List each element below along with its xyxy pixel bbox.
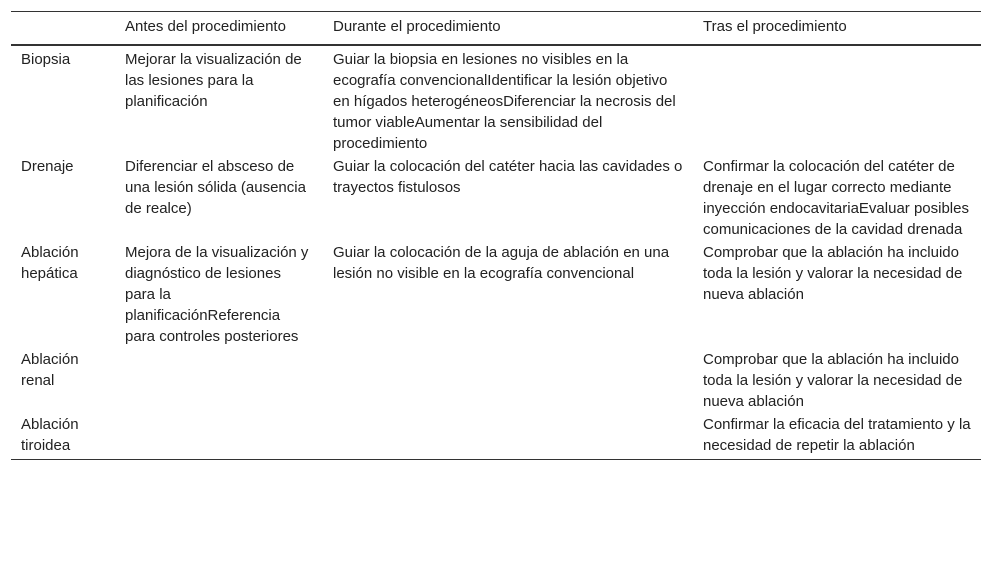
cell-after: Comprobar que la ablación ha incluido toda la lesión y valorar la necesidad de nueva ablación xyxy=(703,244,963,303)
table-row-ablacion-renal xyxy=(11,347,981,412)
cell-during xyxy=(323,347,693,412)
cell-before: Diferenciar el absceso de una lesión sólida (ausencia de realce) xyxy=(125,158,306,217)
table-row-drenaje xyxy=(11,154,981,240)
table-body xyxy=(11,45,981,460)
cell-after xyxy=(693,45,981,154)
cell-before: Mejorar la visualización de las lesiones para la planificación xyxy=(125,51,302,110)
cell-after: Comprobar que la ablación ha incluido toda la lesión y valorar la necesidad de nueva ablación xyxy=(703,351,963,410)
procedures-table-container xyxy=(11,11,981,460)
cell-procedure: Ablación tiroidea xyxy=(21,416,79,454)
cell-after: Confirmar la eficacia del tratamiento y la necesidad de repetir la ablación xyxy=(703,416,971,454)
table-header xyxy=(11,12,981,46)
cell-after: Confirmar la colocación del catéter de drenaje en el lugar correcto mediante inyección endocavitariaEvaluar posibles comunicaciones de la cavidad drenada xyxy=(703,158,969,238)
cell-before xyxy=(115,347,323,412)
header-before: Antes del procedimiento xyxy=(125,18,286,35)
cell-during xyxy=(323,412,693,460)
header-row xyxy=(11,12,981,46)
cell-procedure: Ablación renal xyxy=(21,351,79,389)
header-after: Tras el procedimiento xyxy=(703,18,847,35)
procedures-table xyxy=(11,11,981,460)
cell-procedure: Ablación hepática xyxy=(21,244,79,282)
cell-during: Guiar la colocación del catéter hacia las cavidades o trayectos fistulosos xyxy=(333,158,683,196)
header-procedure xyxy=(11,12,115,46)
table-row-ablacion-hepatica xyxy=(11,240,981,347)
cell-before xyxy=(115,412,323,460)
table-row-ablacion-tiroidea xyxy=(11,412,981,460)
cell-before: Mejora de la visualización y diagnóstico de lesiones para la planificaciónReferencia para controles posteriores xyxy=(125,244,309,345)
header-during: Durante el procedimiento xyxy=(333,18,501,35)
table-row-biopsia xyxy=(11,45,981,154)
cell-procedure: Drenaje xyxy=(21,158,74,175)
cell-during: Guiar la colocación de la aguja de ablación en una lesión no visible en la ecografía convencional xyxy=(333,244,670,282)
cell-during: Guiar la biopsia en lesiones no visibles en la ecografía convencionalIdentificar la lesión objetivo en hígados heterogéneosDiferenciar la necrosis del tumor viableAumentar la sensibilidad del procedimiento xyxy=(333,51,676,152)
cell-procedure: Biopsia xyxy=(21,51,71,68)
